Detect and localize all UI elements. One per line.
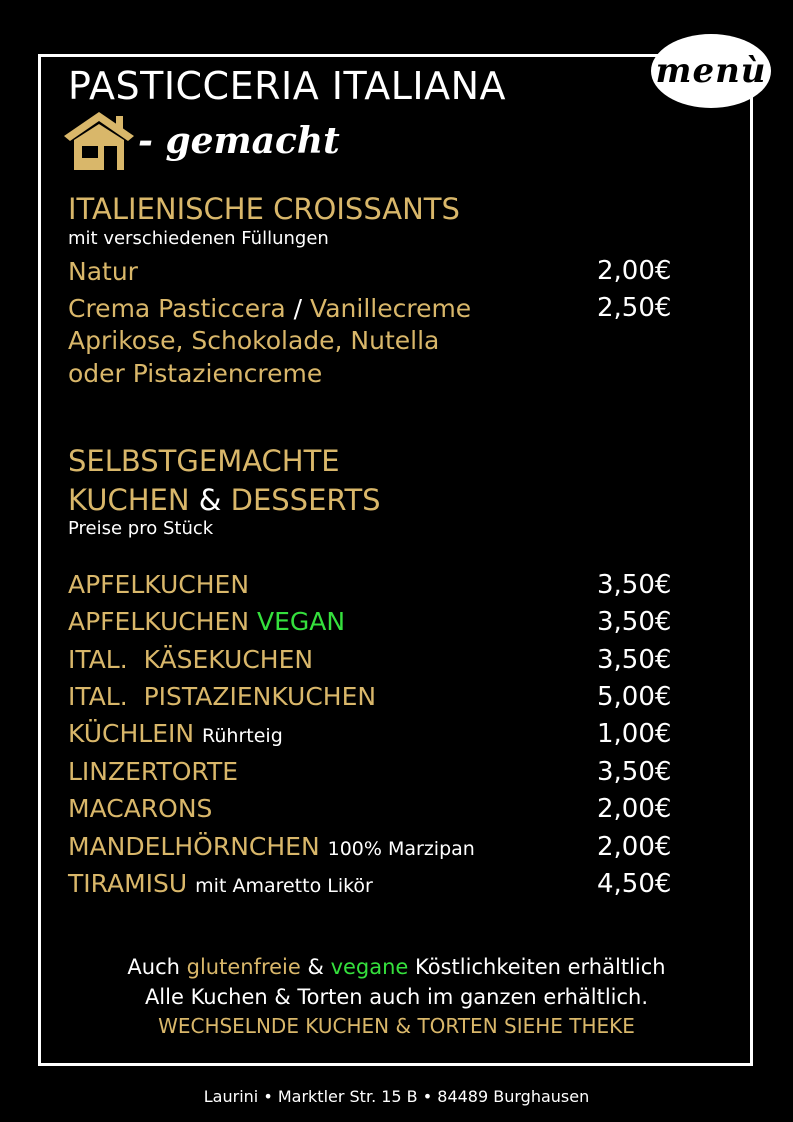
menu-item bbox=[68, 832, 475, 861]
menu-item bbox=[68, 719, 283, 748]
item-price: 3,50€ bbox=[597, 607, 672, 637]
cakes-heading-line1: SELBSTGEMACHTE bbox=[68, 444, 340, 478]
item-detail: mit Amaretto Likör bbox=[195, 875, 373, 897]
item-price: 4,50€ bbox=[597, 869, 672, 899]
item-separator: / bbox=[293, 294, 303, 323]
item-extra-line: Aprikose, Schokolade, Nutella bbox=[68, 326, 440, 355]
vegan-label: VEGAN bbox=[257, 607, 346, 636]
footer-line-2: Alle Kuchen & Torten auch im ganzen erhältlich. bbox=[144, 985, 649, 1009]
subtitle-text: - gemacht bbox=[138, 120, 340, 162]
menu-badge: menù bbox=[651, 34, 771, 108]
heading-word: DESSERTS bbox=[230, 483, 381, 517]
item-name: ITAL. PISTAZIENKUCHEN bbox=[68, 682, 377, 711]
item-name-alt: Vanillecreme bbox=[310, 294, 472, 323]
item-name: APFELKUCHEN bbox=[68, 570, 250, 599]
footer-text: Auch bbox=[127, 955, 180, 979]
menu-item bbox=[68, 607, 345, 636]
footer-line-1 bbox=[0, 955, 793, 979]
cakes-heading-line2 bbox=[68, 483, 381, 517]
item-price: 3,50€ bbox=[597, 570, 672, 600]
item-extra-line: oder Pistaziencreme bbox=[68, 359, 323, 388]
item-price: 2,50€ bbox=[597, 293, 672, 323]
item-price: 2,00€ bbox=[597, 832, 672, 862]
item-name: KÜCHLEIN bbox=[68, 719, 195, 748]
item-price: 3,50€ bbox=[597, 645, 672, 675]
menu-item bbox=[68, 869, 373, 898]
page-title: PASTICCERIA ITALIANA bbox=[68, 64, 507, 108]
footer-ampersand: & bbox=[307, 955, 324, 979]
house-icon bbox=[60, 108, 138, 174]
item-price: 5,00€ bbox=[597, 682, 672, 712]
item-name: LINZERTORTE bbox=[68, 757, 239, 786]
item-name: MANDELHÖRNCHEN bbox=[68, 832, 320, 861]
menu-item bbox=[68, 294, 471, 323]
subtitle bbox=[60, 108, 340, 174]
heading-ampersand: & bbox=[198, 483, 222, 517]
vegan-footer-label: vegane bbox=[330, 955, 409, 979]
item-name: ITAL. KÄSEKUCHEN bbox=[68, 645, 314, 674]
item-name: Natur bbox=[68, 257, 138, 286]
croissants-note: mit verschiedenen Füllungen bbox=[68, 228, 329, 249]
item-price: 1,00€ bbox=[597, 719, 672, 749]
item-name: TIRAMISU bbox=[68, 869, 188, 898]
heading-word: KUCHEN bbox=[68, 483, 190, 517]
item-price: 2,00€ bbox=[597, 256, 672, 286]
address: Laurini • Marktler Str. 15 B • 84489 Burghausen bbox=[203, 1087, 590, 1106]
item-name: Crema Pasticcera bbox=[68, 294, 286, 323]
item-price: 2,00€ bbox=[597, 794, 672, 824]
item-name: APFELKUCHEN bbox=[68, 607, 250, 636]
footer-text: Köstlichkeiten erhältlich bbox=[415, 955, 666, 979]
item-name: MACARONS bbox=[68, 794, 213, 823]
croissants-heading: ITALIENISCHE CROISSANTS bbox=[68, 192, 460, 226]
item-detail: 100% Marzipan bbox=[327, 838, 475, 860]
cakes-note: Preise pro Stück bbox=[68, 518, 214, 539]
gluten-free-label: glutenfreie bbox=[186, 955, 301, 979]
item-detail: Rührteig bbox=[202, 725, 283, 747]
footer-line-3: WECHSELNDE KUCHEN & TORTEN SIEHE THEKE bbox=[158, 1014, 635, 1038]
item-price: 3,50€ bbox=[597, 757, 672, 787]
